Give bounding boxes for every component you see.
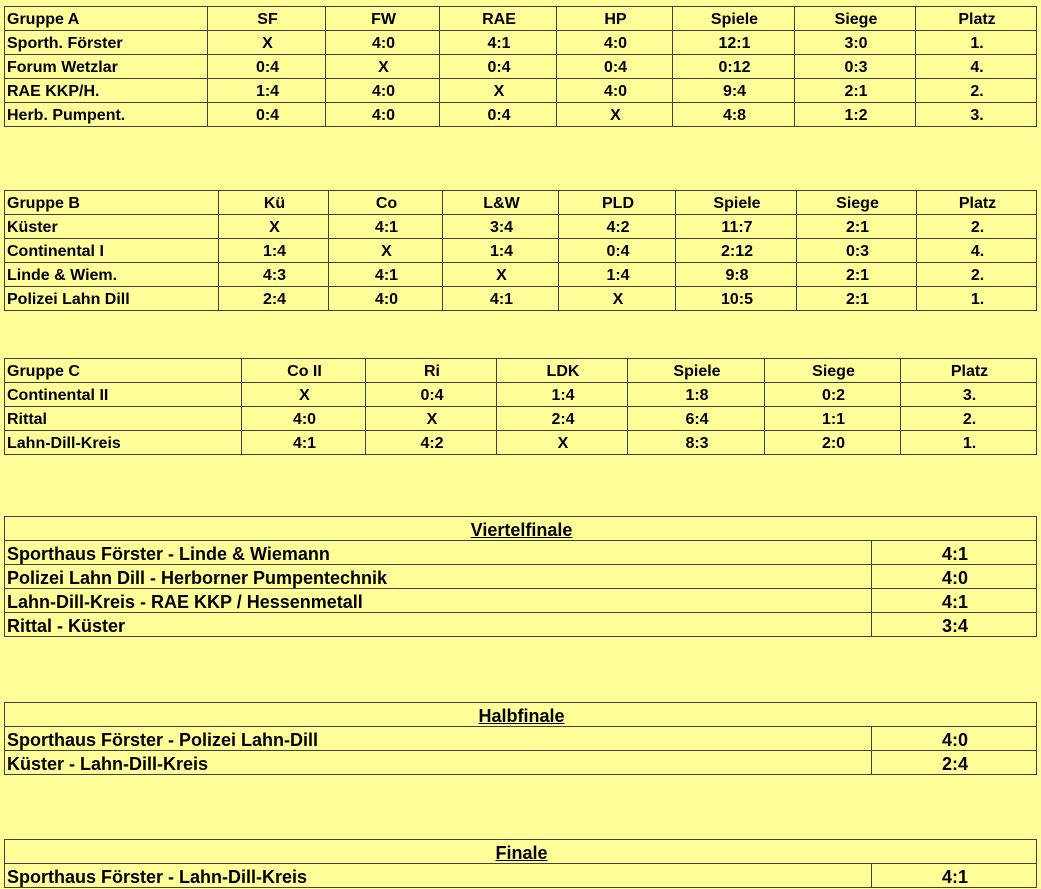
team-name: Linde & Wiem. xyxy=(5,263,219,287)
table-cell: 4:0 xyxy=(326,79,440,103)
table-cell: 4:2 xyxy=(366,431,497,455)
match-row xyxy=(5,751,1037,775)
table-cell: 3. xyxy=(916,103,1037,127)
table-cell: 2:1 xyxy=(797,287,917,311)
table-cell: 4. xyxy=(916,55,1037,79)
match-pairing: Lahn-Dill-Kreis - RAE KKP / Hessenmetall xyxy=(5,589,872,613)
table-cell: 2. xyxy=(917,263,1037,287)
table-row xyxy=(5,239,1037,263)
match-row xyxy=(5,864,1037,888)
section-title-row xyxy=(5,840,1037,864)
table-cell: 2:4 xyxy=(219,287,329,311)
match-pairing: Rittal - Küster xyxy=(5,613,872,637)
section-title: Viertelfinale xyxy=(5,517,1037,541)
table-cell: 4. xyxy=(917,239,1037,263)
team-name: Rittal xyxy=(5,407,242,431)
match-result: 4:0 xyxy=(872,727,1037,751)
table-cell: 1:4 xyxy=(219,239,329,263)
table-cell: 1:1 xyxy=(765,407,901,431)
column-header: Platz xyxy=(917,191,1037,215)
column-header: Platz xyxy=(901,359,1037,383)
table-cell: 0:2 xyxy=(765,383,901,407)
column-header: FW xyxy=(326,7,440,31)
column-header: Siege xyxy=(797,191,917,215)
team-name: Sporth. Förster xyxy=(5,31,208,55)
team-name: Forum Wetzlar xyxy=(5,55,208,79)
table-cell: 0:3 xyxy=(797,239,917,263)
match-result: 4:1 xyxy=(872,589,1037,613)
table-header-row xyxy=(5,7,1037,31)
table-cell: 9:8 xyxy=(676,263,797,287)
table-cell: 0:4 xyxy=(440,103,557,127)
table-cell: 3. xyxy=(901,383,1037,407)
match-result: 4:0 xyxy=(872,565,1037,589)
team-name: Continental I xyxy=(5,239,219,263)
column-header: Siege xyxy=(795,7,916,31)
table-cell: 4:0 xyxy=(557,79,673,103)
table-cell: 1:4 xyxy=(497,383,628,407)
table-row xyxy=(5,431,1037,455)
table-cell: 2:12 xyxy=(676,239,797,263)
match-result: 3:4 xyxy=(872,613,1037,637)
table-cell: 0:4 xyxy=(366,383,497,407)
table-cell: 4:1 xyxy=(329,263,443,287)
table-cell: 1:8 xyxy=(628,383,765,407)
table-cell: X xyxy=(440,79,557,103)
table-cell: X xyxy=(326,55,440,79)
column-header: Co II xyxy=(242,359,366,383)
table-cell: 1:4 xyxy=(208,79,326,103)
team-name: Polizei Lahn Dill xyxy=(5,287,219,311)
table-cell: 0:4 xyxy=(440,55,557,79)
table-cell: 0:12 xyxy=(673,55,795,79)
group-title: Gruppe C xyxy=(5,359,242,383)
table-row xyxy=(5,383,1037,407)
team-name: Lahn-Dill-Kreis xyxy=(5,431,242,455)
table-cell: 2:1 xyxy=(797,263,917,287)
table-cell: X xyxy=(497,431,628,455)
table-cell: 2:4 xyxy=(497,407,628,431)
table-cell: 1:4 xyxy=(443,239,559,263)
column-header: Ri xyxy=(366,359,497,383)
table-cell: 4:1 xyxy=(242,431,366,455)
table-row xyxy=(5,79,1037,103)
table-cell: 1:2 xyxy=(795,103,916,127)
table-cell: 11:7 xyxy=(676,215,797,239)
table-cell: 1. xyxy=(901,431,1037,455)
table-cell: 0:4 xyxy=(208,55,326,79)
column-header: Spiele xyxy=(673,7,795,31)
group-b-table xyxy=(4,190,1037,311)
section-title-row xyxy=(5,517,1037,541)
table-cell: 4:8 xyxy=(673,103,795,127)
table-cell: X xyxy=(366,407,497,431)
table-cell: X xyxy=(242,383,366,407)
match-pairing: Sporthaus Förster - Polizei Lahn-Dill xyxy=(5,727,872,751)
column-header: Spiele xyxy=(676,191,797,215)
column-header: Spiele xyxy=(628,359,765,383)
section-title: Finale xyxy=(5,840,1037,864)
table-cell: X xyxy=(557,103,673,127)
team-name: Continental II xyxy=(5,383,242,407)
match-pairing: Küster - Lahn-Dill-Kreis xyxy=(5,751,872,775)
table-cell: 12:1 xyxy=(673,31,795,55)
table-cell: 0:3 xyxy=(795,55,916,79)
table-cell: 2:0 xyxy=(765,431,901,455)
table-cell: 0:4 xyxy=(208,103,326,127)
table-cell: 10:5 xyxy=(676,287,797,311)
group-a-table xyxy=(4,6,1037,127)
column-header: RAE xyxy=(440,7,557,31)
column-header: Co xyxy=(329,191,443,215)
match-row xyxy=(5,613,1037,637)
table-cell: X xyxy=(208,31,326,55)
table-cell: 1. xyxy=(917,287,1037,311)
table-cell: 4:0 xyxy=(326,103,440,127)
match-pairing: Sporthaus Förster - Lahn-Dill-Kreis xyxy=(5,864,872,888)
table-cell: 4:0 xyxy=(242,407,366,431)
match-row xyxy=(5,565,1037,589)
table-cell: X xyxy=(559,287,676,311)
table-cell: X xyxy=(443,263,559,287)
table-cell: 8:3 xyxy=(628,431,765,455)
final-table xyxy=(4,839,1037,888)
table-cell: 1. xyxy=(916,31,1037,55)
column-header: HP xyxy=(557,7,673,31)
column-header: L&W xyxy=(443,191,559,215)
table-cell: 4:1 xyxy=(443,287,559,311)
table-cell: 3:4 xyxy=(443,215,559,239)
column-header: SF xyxy=(208,7,326,31)
column-header: Siege xyxy=(765,359,901,383)
table-row xyxy=(5,287,1037,311)
table-cell: 4:0 xyxy=(326,31,440,55)
table-cell: 4:1 xyxy=(329,215,443,239)
table-header-row xyxy=(5,359,1037,383)
section-title: Halbfinale xyxy=(5,703,1037,727)
match-result: 4:1 xyxy=(872,541,1037,565)
team-name: Küster xyxy=(5,215,219,239)
column-header: Platz xyxy=(916,7,1037,31)
group-c-table xyxy=(4,358,1037,455)
section-title-row xyxy=(5,703,1037,727)
match-row xyxy=(5,541,1037,565)
quarterfinal-table xyxy=(4,516,1037,637)
semifinal-table xyxy=(4,702,1037,775)
table-row xyxy=(5,215,1037,239)
match-row xyxy=(5,727,1037,751)
table-cell: 4:3 xyxy=(219,263,329,287)
table-cell: X xyxy=(329,239,443,263)
table-cell: X xyxy=(219,215,329,239)
table-cell: 4:0 xyxy=(557,31,673,55)
match-result: 4:1 xyxy=(872,864,1037,888)
table-row xyxy=(5,31,1037,55)
table-cell: 2:1 xyxy=(795,79,916,103)
table-cell: 0:4 xyxy=(559,239,676,263)
table-cell: 0:4 xyxy=(557,55,673,79)
table-row xyxy=(5,407,1037,431)
column-header: Kü xyxy=(219,191,329,215)
group-title: Gruppe A xyxy=(5,7,208,31)
group-title: Gruppe B xyxy=(5,191,219,215)
table-cell: 1:4 xyxy=(559,263,676,287)
table-row xyxy=(5,263,1037,287)
table-cell: 2. xyxy=(917,215,1037,239)
match-result: 2:4 xyxy=(872,751,1037,775)
table-cell: 2. xyxy=(916,79,1037,103)
match-pairing: Sporthaus Förster - Linde & Wiemann xyxy=(5,541,872,565)
table-cell: 3:0 xyxy=(795,31,916,55)
table-header-row xyxy=(5,191,1037,215)
table-cell: 9:4 xyxy=(673,79,795,103)
team-name: RAE KKP/H. xyxy=(5,79,208,103)
table-cell: 4:1 xyxy=(440,31,557,55)
table-cell: 2:1 xyxy=(797,215,917,239)
table-cell: 4:0 xyxy=(329,287,443,311)
table-cell: 2. xyxy=(901,407,1037,431)
team-name: Herb. Pumpent. xyxy=(5,103,208,127)
column-header: PLD xyxy=(559,191,676,215)
match-row xyxy=(5,589,1037,613)
column-header: LDK xyxy=(497,359,628,383)
match-pairing: Polizei Lahn Dill - Herborner Pumpentechnik xyxy=(5,565,872,589)
table-cell: 6:4 xyxy=(628,407,765,431)
table-row xyxy=(5,55,1037,79)
table-row xyxy=(5,103,1037,127)
table-cell: 4:2 xyxy=(559,215,676,239)
